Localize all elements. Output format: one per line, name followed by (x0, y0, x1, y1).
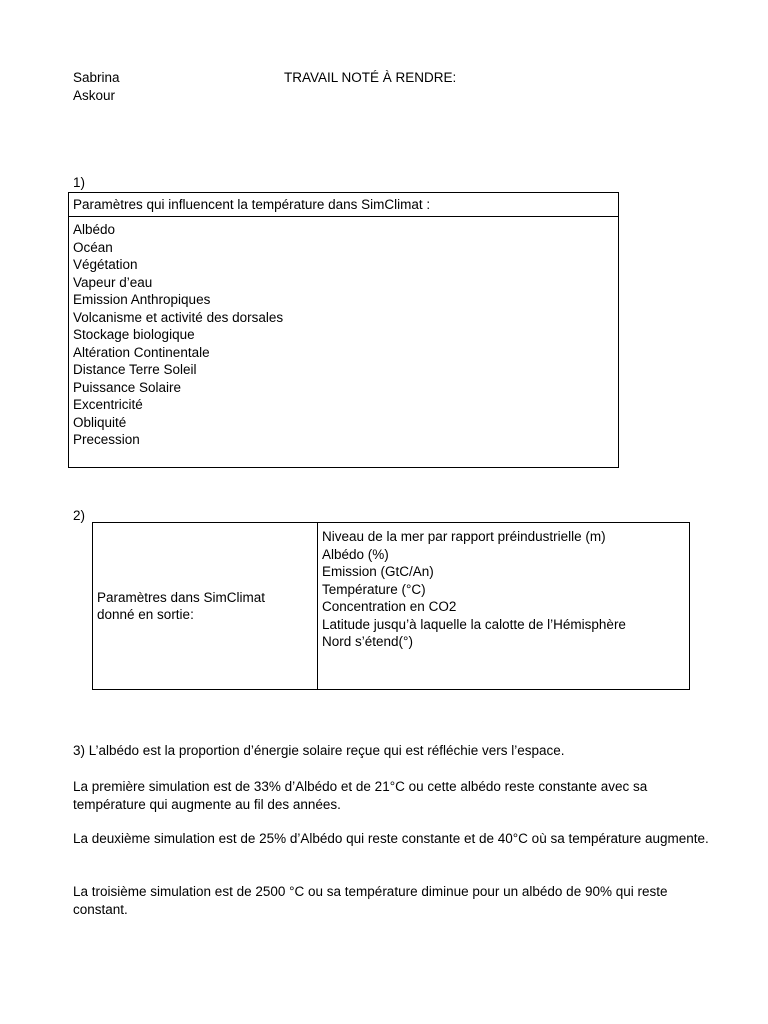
outputs-table (92, 522, 690, 690)
paragraph-simulation-3: La troisième simulation est de 2500 °C ou sa température diminue pour un albédo de 90% qui reste constant. (73, 884, 668, 917)
paragraph-simulation-1: La première simulation est de 33% d’Albédo et de 21°C ou cette albédo reste constante avec sa température qui augmente au fil des années. (73, 779, 648, 812)
parameters-table (68, 192, 619, 468)
list-item: Obliquité (73, 414, 127, 430)
list-item: Excentricité (73, 397, 143, 412)
author-first-name: Sabrina (73, 70, 120, 85)
list-item: Océan (73, 239, 113, 255)
list-item: Emission (GtC/An) (322, 564, 434, 579)
outputs-label-line-1: Paramètres dans SimClimat (97, 589, 266, 605)
outputs-table-values-cell (318, 523, 689, 689)
list-item: Distance Terre Soleil (73, 362, 197, 377)
list-item: Puissance Solaire (73, 379, 182, 395)
list-item: Volcanisme et activité des dorsales (73, 309, 284, 325)
section-3-intro: 3) L’albédo est la proportion d’énergie solaire reçue qui est réfléchie vers l’espace. (73, 743, 565, 758)
list-item: Végétation (73, 257, 138, 272)
list-item: Nord s’étend(°) (322, 634, 413, 649)
list-item: Albédo (%) (322, 546, 389, 562)
paragraph-simulation-2: La deuxième simulation est de 25% d’Albédo qui reste constante et de 40°C où sa température augmente. (73, 831, 709, 846)
parameters-table-header: Paramètres qui influencent la température dans SimClimat : (69, 193, 618, 217)
list-item: Stockage biologique (73, 327, 195, 342)
author-last-name: Askour (73, 88, 116, 103)
parameters-list (69, 217, 618, 449)
list-item: Niveau de la mer par rapport préindustrielle (m) (322, 529, 606, 544)
list-item: Latitude jusqu’à laquelle la calotte de l’Hémisphère (322, 616, 626, 632)
document-title: TRAVAIL NOTÉ À RENDRE: (284, 70, 457, 85)
list-item: Vapeur d’eau (73, 274, 153, 290)
section-2-number: 2) (73, 508, 86, 523)
list-item: Precession (73, 432, 140, 447)
section-1-number: 1) (73, 175, 86, 190)
outputs-label-line-2: donné en sortie: (97, 607, 194, 622)
list-item: Albédo (73, 222, 116, 237)
outputs-table-label-cell (93, 523, 318, 689)
outputs-list (322, 528, 689, 651)
list-item: Emission Anthropiques (73, 292, 211, 307)
list-item: Concentration en CO2 (322, 599, 457, 614)
list-item: Température (°C) (322, 581, 426, 597)
list-item: Altération Continentale (73, 344, 210, 360)
